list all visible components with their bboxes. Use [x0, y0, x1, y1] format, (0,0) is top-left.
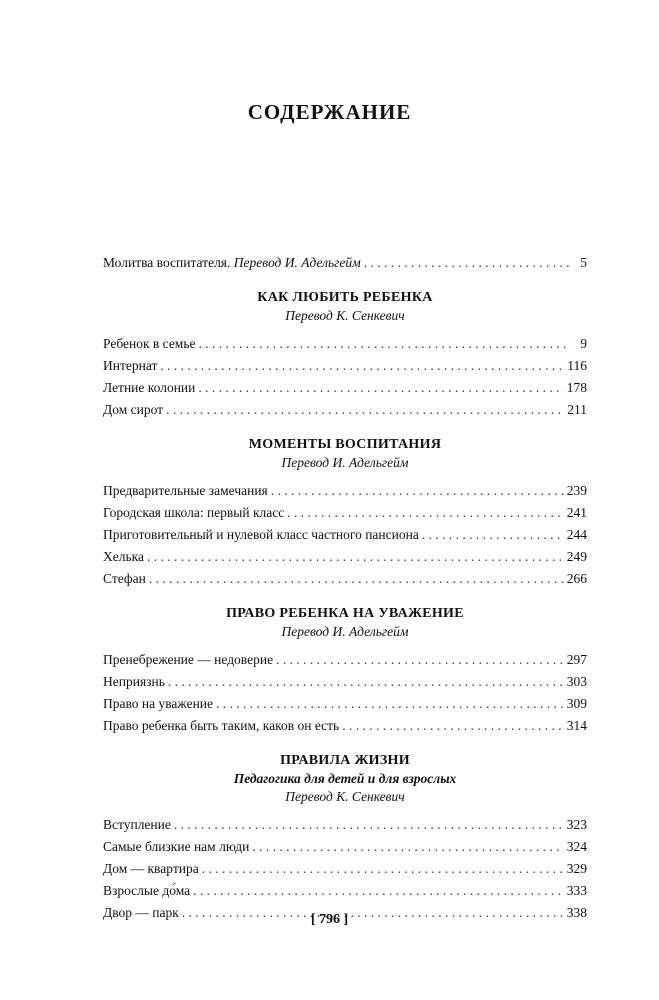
toc-entry — [103, 880, 587, 902]
toc-entry-label: Дом — квартира — [103, 861, 199, 876]
toc-entry-label: Двор — парк — [103, 905, 179, 920]
section-title: МОМЕНТЫ ВОСПИТАНИЯ — [248, 437, 442, 452]
dot-leader — [252, 836, 563, 858]
toc-entry-label: Молитва воспитателя. Перевод И. Адельгейм — [103, 255, 361, 270]
table-of-contents — [103, 252, 587, 924]
toc-entry-label: Приготовительный и нулевой класс частного пансиона — [103, 527, 419, 542]
toc-entry — [103, 693, 587, 715]
toc-entry-label: Неприязнь — [103, 674, 165, 689]
toc-entry — [103, 502, 587, 524]
toc-entry — [103, 814, 587, 836]
section-how-to-love-a-child — [103, 289, 587, 421]
toc-entry — [103, 836, 587, 858]
dot-leader — [193, 880, 564, 902]
toc-entry-label: Пренебрежение — недоверие — [103, 652, 274, 667]
page-title: СОДЕРЖАНИЕ — [247, 100, 412, 124]
toc-entry-intro — [103, 252, 587, 274]
dot-leader — [160, 355, 564, 377]
toc-entry-page: 338 — [566, 905, 587, 920]
toc-entry-label: Самые близкие нам люди — [103, 839, 250, 854]
toc-entry-label: Летние колонии — [103, 380, 196, 395]
section-rules-of-life — [103, 752, 587, 924]
dot-leader — [422, 524, 564, 546]
toc-entry — [103, 715, 587, 737]
dot-leader — [149, 568, 564, 590]
toc-entry-page: 329 — [566, 861, 587, 876]
toc-entry — [103, 649, 587, 671]
section-title: КАК ЛЮБИТЬ РЕБЕНКА — [257, 290, 433, 305]
toc-entry-label: Ребенок в семье — [103, 336, 196, 351]
dot-leader — [147, 546, 564, 568]
dot-leader — [174, 814, 564, 836]
toc-entry-page: 5 — [580, 255, 587, 270]
toc-entry-page: 309 — [566, 696, 587, 711]
toc-entry-translator: Перевод И. Адельгейм — [233, 255, 361, 270]
toc-entry-page: 239 — [566, 483, 587, 498]
toc-entry-label: Взрослые до́ма — [103, 883, 191, 898]
dot-leader — [198, 377, 563, 399]
dot-leader — [166, 399, 564, 421]
toc-entry-page: 9 — [580, 336, 587, 351]
toc-entry-page: 297 — [566, 652, 587, 667]
dot-leader — [276, 649, 564, 671]
toc-entry-page: 266 — [566, 571, 587, 586]
section-moments-of-education — [103, 436, 587, 590]
toc-entry — [103, 858, 587, 880]
toc-entry-page: 116 — [567, 358, 587, 373]
toc-entry-label: Право ребенка быть таким, каков он есть — [103, 718, 340, 733]
toc-entry-label: Интернат — [103, 358, 158, 373]
dot-leader — [216, 693, 564, 715]
page-number: [ 796 ] — [310, 912, 349, 927]
toc-entry — [103, 546, 587, 568]
toc-entry-label: Право на уважение — [103, 696, 214, 711]
toc-entry — [103, 355, 587, 377]
toc-entry — [103, 377, 587, 399]
section-translator: Перевод К. Сенкевич — [285, 789, 405, 804]
toc-entry-page: 211 — [567, 402, 587, 417]
toc-entry-page: 323 — [566, 817, 587, 832]
section-child-right-to-respect — [103, 605, 587, 737]
toc-entry-label: Хелька — [103, 549, 144, 564]
dot-leader — [199, 333, 570, 355]
toc-entry-label: Стефан — [103, 571, 146, 586]
section-translator: Перевод К. Сенкевич — [285, 308, 405, 323]
toc-entry-page: 314 — [566, 718, 587, 733]
toc-entry-label: Вступление — [103, 817, 171, 832]
toc-entry-page: 333 — [566, 883, 587, 898]
toc-entry-label: Городская школа: первый класс — [103, 505, 285, 520]
toc-entry-page: 178 — [566, 380, 587, 395]
section-title: ПРАВО РЕБЕНКА НА УВАЖЕНИЕ — [226, 606, 464, 621]
section-translator: Перевод И. Адельгейм — [281, 624, 409, 639]
toc-entry-page: 249 — [566, 549, 587, 564]
toc-entry — [103, 399, 587, 421]
toc-entry — [103, 480, 587, 502]
dot-leader — [202, 858, 564, 880]
toc-entry-label: Дом сирот — [103, 402, 164, 417]
section-subtitle: Педагогика для детей и для взрослых — [233, 771, 457, 786]
toc-entry-page: 324 — [566, 839, 587, 854]
toc-entry-page: 241 — [566, 505, 587, 520]
dot-leader — [342, 715, 564, 737]
section-translator: Перевод И. Адельгейм — [281, 455, 409, 470]
dot-leader — [364, 252, 570, 274]
toc-entry-label: Предварительные замечания — [103, 483, 268, 498]
section-title: ПРАВИЛА ЖИЗНИ — [280, 753, 410, 768]
toc-entry-page: 303 — [566, 674, 587, 689]
dot-leader — [168, 671, 564, 693]
toc-entry — [103, 671, 587, 693]
dot-leader — [271, 480, 564, 502]
toc-entry — [103, 524, 587, 546]
dot-leader — [287, 502, 564, 524]
toc-entry — [103, 333, 587, 355]
toc-entry — [103, 568, 587, 590]
toc-entry-page: 244 — [566, 527, 587, 542]
